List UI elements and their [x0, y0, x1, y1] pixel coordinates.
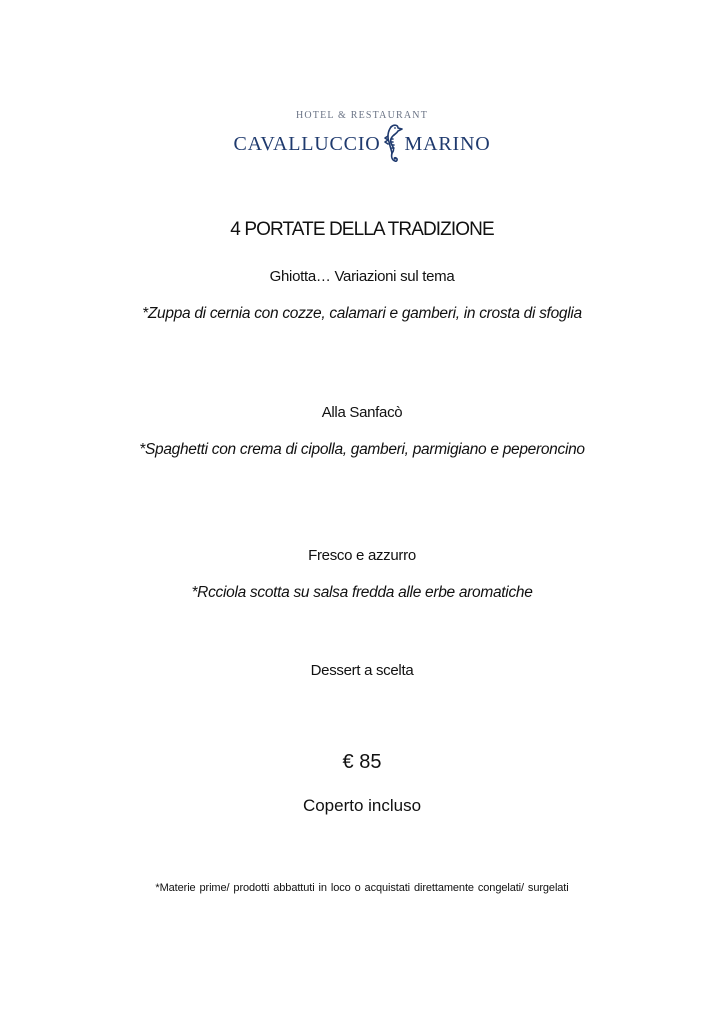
logo-subtitle: HOTEL & RESTAURANT — [295, 110, 429, 121]
course-name: Fresco e azzurro — [308, 547, 416, 564]
course-name: Dessert a scelta — [310, 662, 414, 679]
course-name: Ghiotta… Variazioni sul tema — [269, 268, 455, 285]
menu-title: 4 PORTATE DELLA TRADIZIONE — [230, 219, 494, 240]
restaurant-logo — [0, 122, 724, 166]
course-description: *Spaghetti con crema di cipolla, gamberi, parmigiano e peperoncino — [139, 441, 585, 458]
course-name: Alla Sanfacò — [321, 404, 403, 421]
footnote: *Materie prime/ prodotti abbattuti in loco o acquistati direttamente congelati/ surgelati — [155, 882, 569, 894]
cover-note: Coperto incluso — [302, 796, 422, 815]
seahorse-icon — [382, 122, 404, 166]
logo-name-left: CAVALLUCCIO — [233, 132, 381, 155]
menu-price: € 85 — [342, 751, 382, 773]
course-description: *Zuppa di cernia con cozze, calamari e gamberi, in crosta di sfoglia — [142, 305, 582, 322]
course-description: *Rcciola scotta su salsa fredda alle erbe aromatiche — [191, 584, 533, 601]
logo-name-right: MARINO — [404, 132, 491, 155]
